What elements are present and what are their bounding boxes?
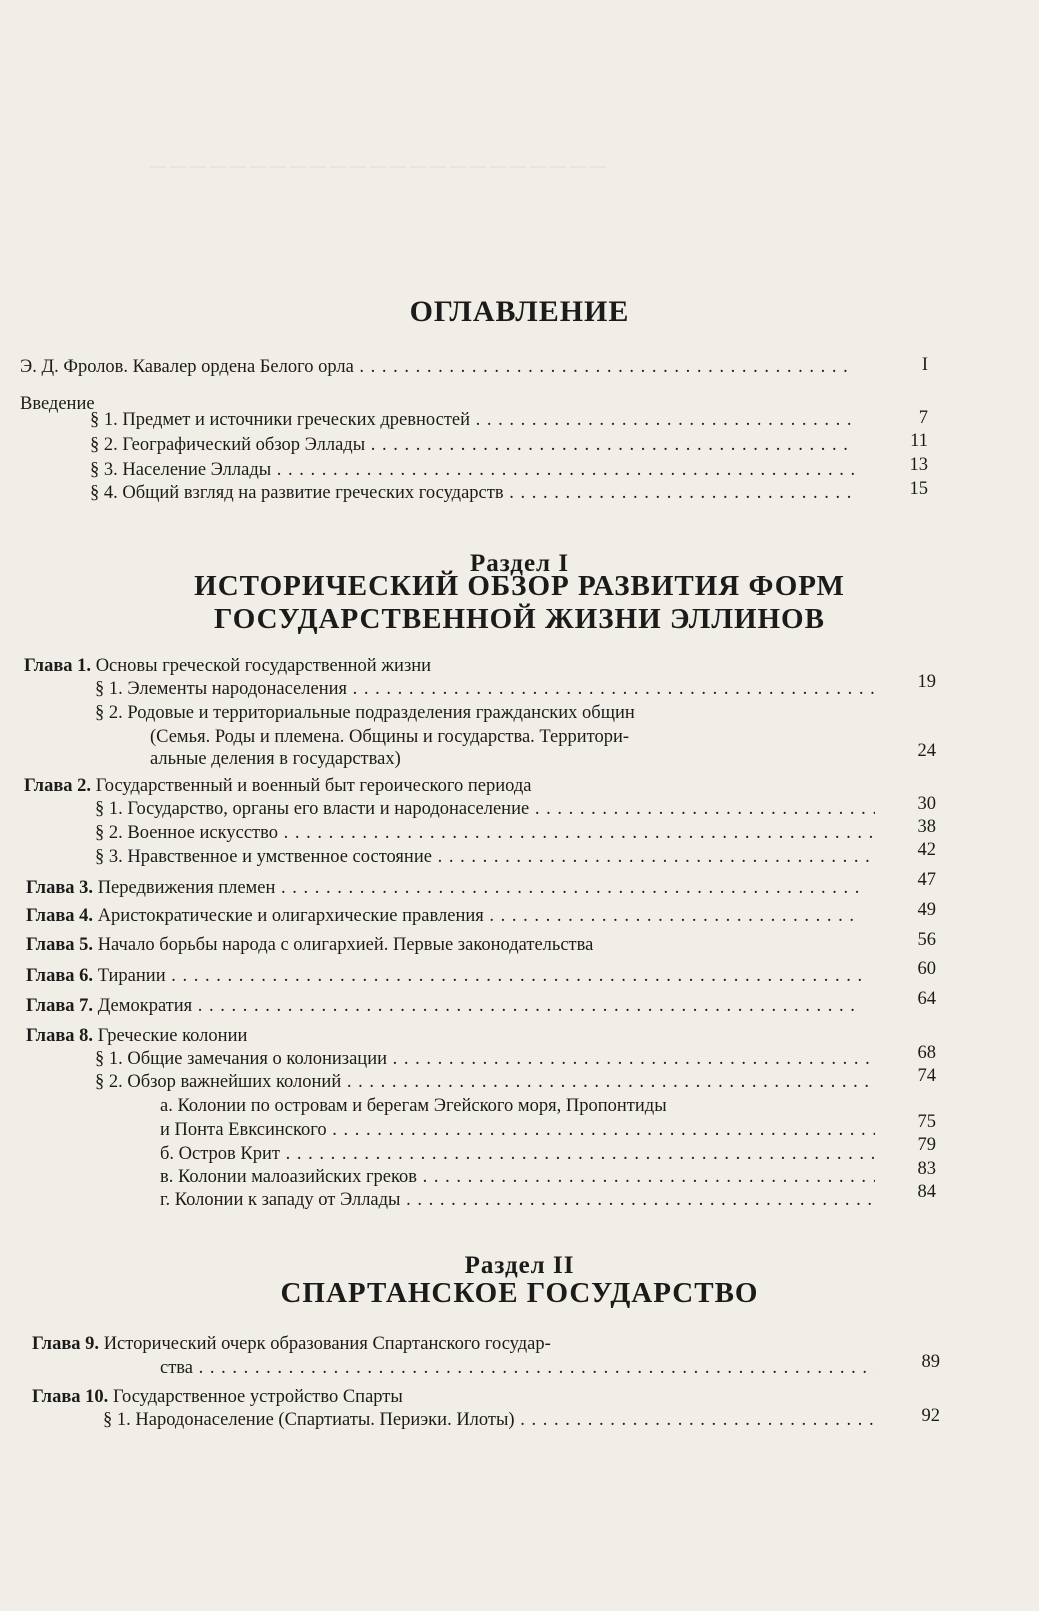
toc-entry-front[interactable]: Э. Д. Фролов. Кавалер ордена Белого орла . . . [20,356,855,379]
page-number: 92 [921,1406,940,1426]
toc-entry-chapter-4[interactable]: Глава 4. Аристократические и олигархические правления . . . [26,905,861,928]
toc-entry-chapter-9[interactable]: Глава 9. Исторический очерк образования Спартанского государ- [32,1334,551,1354]
toc-entry-ch1-s1[interactable]: § 1. Элементы народонаселения . . . [95,678,875,701]
toc-entry-ch1-s2-cont: альные деления в государствах) [150,749,401,769]
toc-entry-ch1-s2[interactable]: § 2. Родовые и территориальные подразделения гражданских общин [95,703,635,723]
toc-entry-chapter-5[interactable]: Глава 5. Начало борьбы народа с олигархией. Первые законодательства [26,935,594,955]
toc-entry-ch10-s1[interactable]: § 1. Народонаселение (Спартиаты. Периэки. Илоты) . . . [103,1409,878,1432]
page-number: 68 [917,1043,936,1063]
toc-entry-ch1-s2-cont: (Семья. Роды и племена. Общины и государства. Территори- [150,727,630,747]
page-number: I [921,355,928,375]
page-number: 24 [917,741,936,761]
page-number: 89 [921,1352,940,1372]
part-1-title-line-1: ИСТОРИЧЕСКИЙ ОБЗОР РАЗВИТИЯ ФОРМ [194,570,845,602]
page-number: 30 [917,794,936,814]
page-number: 83 [917,1159,936,1179]
toc-entry-ch8-v[interactable]: в. Колонии малоазийских греков . . . [160,1166,875,1189]
page-number: 79 [917,1135,936,1155]
page-number: 49 [917,900,936,920]
toc-entry-intro-4[interactable]: § 4. Общий взгляд на развитие греческих государств . . . [90,482,855,505]
toc-entry-chapter-3[interactable]: Глава 3. Передвижения племен . . . [26,877,861,900]
toc-entry-ch2-s2[interactable]: § 2. Военное искусство . . . [95,822,875,845]
toc-entry-chapter-7[interactable]: Глава 7. Демократия . . . [26,995,861,1018]
toc-entry-ch8-b[interactable]: б. Остров Крит . . . [160,1143,875,1166]
toc-entry-ch8-s2[interactable]: § 2. Обзор важнейших колоний . . . [95,1071,875,1094]
toc-entry-chapter-9-cont: ства . . . [160,1357,875,1380]
page-number: 13 [909,455,928,475]
toc-entry-ch8-g[interactable]: г. Колонии к западу от Эллады . . . [160,1189,875,1212]
toc-entry-intro-1[interactable]: § 1. Предмет и источники греческих древностей . . . [90,409,855,432]
toc-entry-ch2-s3[interactable]: § 3. Нравственное и умственное состояние . . . [95,846,875,869]
page-number: 7 [918,408,928,428]
toc-entry-ch8-a-cont: и Понта Евксинского . . . [160,1119,875,1142]
page-number: 42 [917,840,936,860]
part-2-title: СПАРТАНСКОЕ ГОСУДАРСТВО [280,1277,759,1309]
page-title: ОГЛАВЛЕНИЕ [409,295,630,328]
page-number: 56 [917,930,936,950]
toc-entry-chapter-10[interactable]: Глава 10. Государственное устройство Спарты [32,1387,403,1407]
toc-entry-ch8-a[interactable]: а. Колонии по островам и берегам Эгейского моря, Пропонтиды [160,1096,667,1116]
toc-entry-ch2-s1[interactable]: § 1. Государство, органы его власти и народонаселение . . . [95,798,875,821]
toc-entry-intro-2[interactable]: § 2. Географический обзор Эллады . . . [90,434,855,457]
page-number: 47 [917,870,936,890]
page-number: 19 [917,672,936,692]
toc-entry-intro-3[interactable]: § 3. Население Эллады . . . [90,459,855,482]
page-number: 11 [910,431,928,451]
page-number: 15 [909,479,928,499]
page-number: 64 [917,989,936,1009]
toc-entry-chapter-1[interactable]: Глава 1. Основы греческой государственной жизни [24,656,432,676]
part-2-label: Раздел II [464,1252,575,1279]
toc-entry-chapter-6[interactable]: Глава 6. Тирании . . . [26,965,861,988]
page-number: 38 [917,817,936,837]
part-1-label: Раздел I [469,550,570,577]
toc-entry-ch8-s1[interactable]: § 1. Общие замечания о колонизации . . . [95,1048,875,1071]
page-number: 75 [917,1112,936,1132]
page-number: 74 [917,1066,936,1086]
bleed-through-text: — — — — — — — — — — — — — — — — — — — — — — — [150,158,606,175]
page-number: 60 [917,959,936,979]
toc-entry-chapter-2[interactable]: Глава 2. Государственный и военный быт героического периода [24,776,532,796]
page-number: 84 [917,1182,936,1202]
intro-label: Введение [20,394,95,414]
part-1-title-line-2: ГОСУДАРСТВЕННОЙ ЖИЗНИ ЭЛЛИНОВ [214,603,825,635]
toc-entry-chapter-8[interactable]: Глава 8. Греческие колонии [26,1026,248,1046]
